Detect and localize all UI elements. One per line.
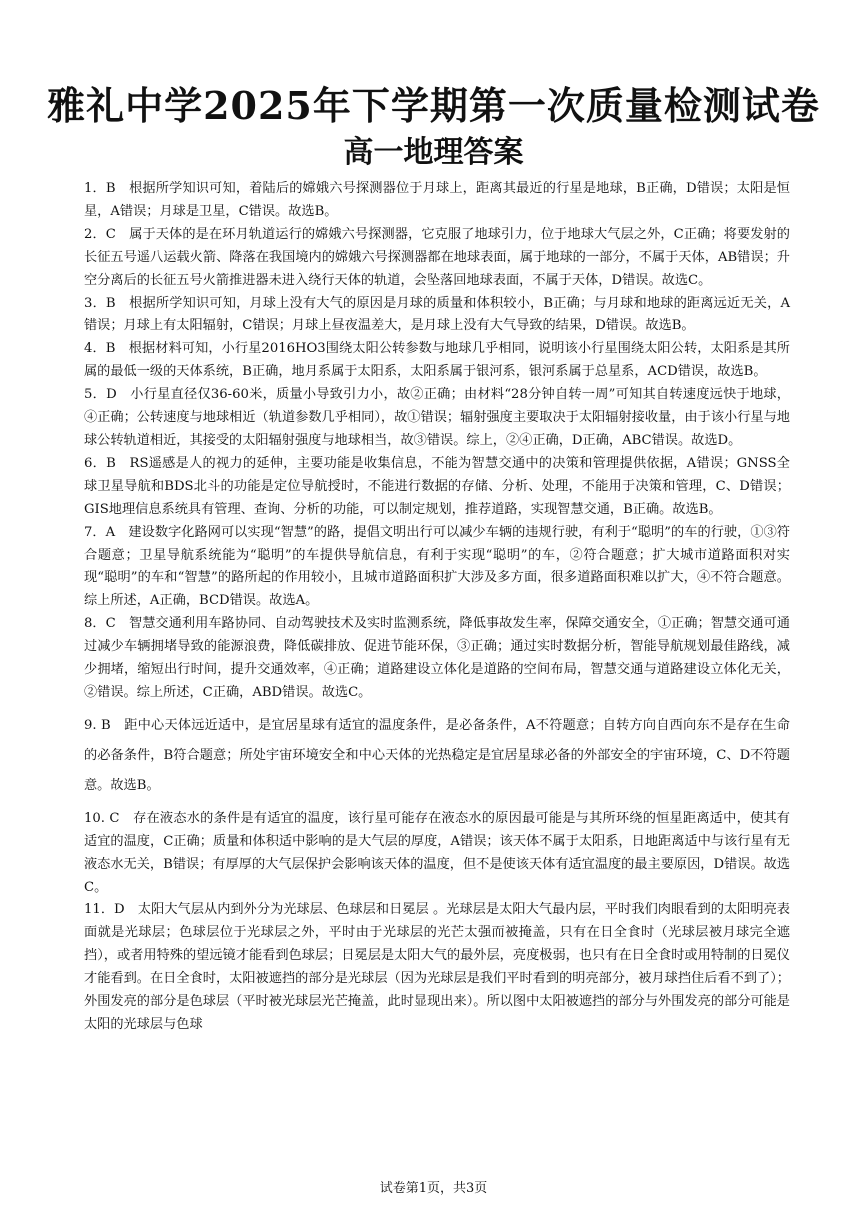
answer-item-11: 11．D 太阳大气层从内到外分为光球层、色球层和日冕层 。光球层是太阳大气最内层，平时我们肉眼看到的太阳明亮表面就是光球层；色球层位于光球层之外，平时由于光球层的光芒太强而被掩盖，只有在日全食时（光球层被月球完全遮挡），或者用特殊的望远镜才能看到色球层；日冕层是太阳大气的最外层，亮度极弱，也只有在日全食时或用特制的日冕仪才能看到。在日全食时，太阳被遮挡的部分是光球层（因为光球层是我们平时看到的明亮部分，被月球挡住后看不到了）；外围发亮的部分是色球层（平时被光球层光芒掩盖，此时显现出来）。所以图中太阳被遮挡的部分与外围发亮的部分可能是太阳的光球层与色球	[84, 902, 790, 1032]
page-title: 雅礼中学2025年下学期第一次质量检测试卷	[47, 83, 820, 128]
answer-item-4: 4．B 根据材料可知，小行星2016HO3围绕太阳公转参数与地球几乎相同，说明该小行星围绕太阳公转，太阳系是其所属的最低一级的天体系统，B正确，地月系属于太阳系，太阳系属于银河系，银河系属于总星系，ACD错误，故选B。	[84, 341, 790, 380]
answer-item-9: 9. B 距中心天体远近适中，是宜居星球有适宜的温度条件，是必备条件，A不符题意；自转方向自西向东不是存在生命的必备条件，B符合题意；所处宇宙环境安全和中心天体的光热稳定是宜居星球必备的外部安全的宇宙环境，C、D不符题意。故选B。	[84, 717, 790, 793]
answer-item-2: 2．C 属于天体的是在环月轨道运行的嫦娥六号探测器，它克服了地球引力，位于地球大气层之外，C正确；将要发射的长征五号遥八运载火箭、降落在我国境内的嫦娥六号探测器都在地球表面，属于地球的一部分，不属于天体，AB错误；升空分离后的长征五号火箭推进器未进入绕行天体的轨道，会坠落回地球表面，不属于天体，D错误。故选C。	[84, 226, 790, 288]
answer-item-5: 5．D 小行星直径仅36-60米，质量小导致引力小，故②正确；由材料“28分钟自转一周”可知其自转速度远快于地球，④正确；公转速度与地球相近（轨道参数几乎相同），故①错误；辐射强度主要取决于太阳辐射接收量，由于该小行星与地球公转轨道相近，其接受的太阳辐射强度与地球相当，故③错误。综上，②④正确，D正确，ABC错误。故选D。	[84, 387, 790, 448]
answer-item-6: 6．B RS遥感是人的视力的延伸，主要功能是收集信息，不能为智慧交通中的决策和管理提供依据，A错误；GNSS全球卫星导航和BDS北斗的功能是定位导航授时，不能进行数据的存储、分析、处理，不能用于决策和管理，C、D错误；GIS地理信息系统具有管理、查询、分析的功能，可以制定规划，推荐道路，实现智慧交通，B正确。故选B。	[84, 455, 790, 517]
page-subtitle: 高一地理答案	[343, 135, 524, 170]
answer-list	[84, 178, 790, 1037]
answer-item-10: 10. C 存在液态水的条件是有适宜的温度，该行星可能存在液态水的原因最可能是与其所环绕的恒星距离适中，使其有适宜的温度，C正确；质量和体积适中影响的是大气层的厚度，A错误；该天体不属于太阳系，日地距离适中与该行星有无液态水无关，B错误；有厚厚的大气层保护会影响该天体的温度，但不是使该天体有适宜温度的最主要原因，D错误。故选C。	[84, 810, 791, 895]
answer-item-3: 3．B 根据所学知识可知，月球上没有大气的原因是月球的质量和体积较小，B正确；与月球和地球的距离远近无关，A错误；月球上有太阳辐射，C错误；月球上昼夜温差大，是月球上没有大气导致的结果，D错误。故选B。	[84, 295, 790, 334]
answer-item-8: 8．C 智慧交通利用车路协同、自动驾驶技术及实时监测系统，降低事故发生率，保障交通安全，①正确；智慧交通可通过减少车辆拥堵导致的能源浪费，降低碳排放、促进节能环保，③正确；通过实时数据分析，智能导航规划最佳路线，减少拥堵，缩短出行时间，提升交通效率，④正确；道路建设立体化是道路的空间布局，智慧交通与道路建设立体化无关，②错误。综上所述，C正确，ABD错误。故选C。	[84, 616, 790, 700]
answer-item-1: 1．B 根据所学知识可知，着陆后的嫦娥六号探测器位于月球上，距离其最近的行星是地球，B正确，D错误；太阳是恒星，A错误；月球是卫星，C错误。故选B。	[84, 181, 790, 219]
answer-item-7: 7．A 建设数字化路网可以实现“智慧”的路，提倡文明出行可以减少车辆的违规行驶，有利于“聪明”的车的行驶，①③符合题意；卫星导航系统能为“聪明”的车提供导航信息，有利于实现“聪明”的车，②符合题意；扩大城市道路面积对实现“聪明”的车和“智慧”的路所起的作用较小，且城市道路面积扩大涉及多方面，很多道路面积难以扩大，④不符合题意。综上所述，A正确，BCD错误。故选A。	[84, 524, 790, 609]
page-footer: 试卷第1页，共3页	[379, 1181, 488, 1196]
